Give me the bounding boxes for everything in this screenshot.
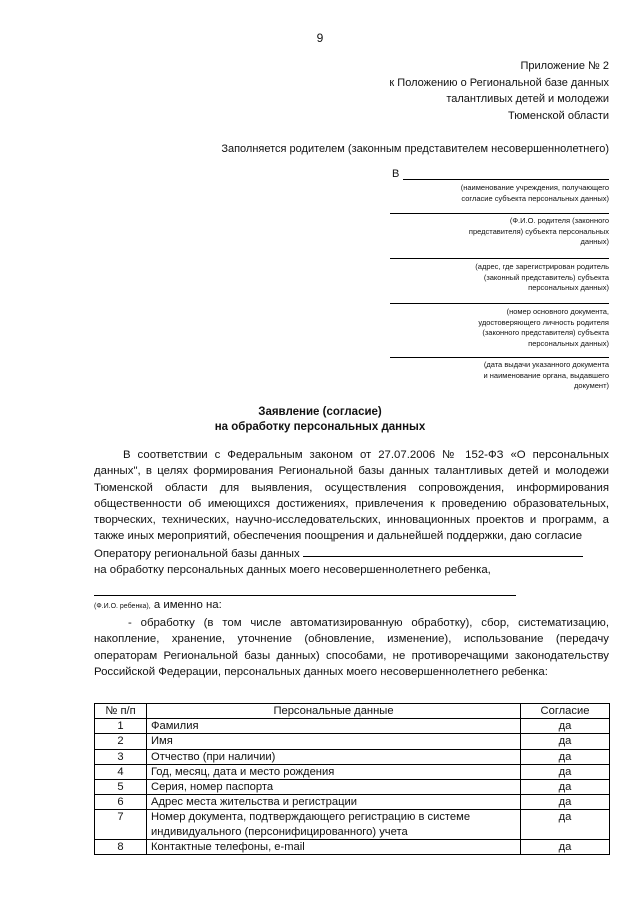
child-note-row — [94, 599, 222, 611]
table-header-row — [95, 704, 610, 719]
processing-paragraph-block — [94, 615, 609, 680]
annex-line: к Положению о Региональной базе данных — [389, 76, 609, 89]
operator-label: Оператору региональной базы данных — [94, 547, 300, 560]
child-name-field-line[interactable] — [94, 595, 516, 596]
row-item: Имя — [147, 734, 521, 749]
col-header-data: Персональные данные — [147, 704, 521, 719]
caption-line: документ) — [574, 381, 609, 390]
institution-caption — [429, 183, 609, 204]
caption-line: персональных данных) — [528, 283, 609, 292]
col-header-consent: Согласие — [521, 704, 610, 719]
row-item: Номер документа, подтверждающего регистрацию в системе индивидуального (персонифицированного) учета — [147, 810, 521, 839]
row-item: Контактные телефоны, e-mail — [147, 839, 521, 854]
title-line: на обработку персональных данных — [214, 421, 426, 433]
row-item: Адрес места жительства и регистрации — [147, 795, 521, 810]
document-field-line[interactable] — [390, 303, 609, 304]
table-row — [95, 719, 610, 734]
address-field-line[interactable] — [390, 258, 609, 259]
row-consent[interactable]: да — [521, 795, 610, 810]
caption-line: (адрес, где зарегистрирован родитель — [475, 262, 609, 271]
table-row — [95, 764, 610, 779]
body-paragraph: - обработку (в том числе автоматизированную обработку), сбор, систематизацию, накопление, хранение, уточнение (обновление, изменение), использование (передачу операторам Региональной базы данных) способами, не противоречащими законодательству Российской Федерации, персональных данных моего несовершеннолетнего ребенка: — [94, 617, 609, 678]
caption-line: и наименование органа, выдавшего — [483, 370, 609, 380]
v-prefix: В — [392, 168, 400, 180]
address-caption — [429, 262, 609, 294]
row-consent[interactable]: да — [521, 780, 610, 795]
personal-data-table — [94, 703, 610, 855]
table-row — [95, 780, 610, 795]
caption-line: (наименование учреждения, получающего — [460, 183, 609, 192]
operator-field-line[interactable] — [303, 545, 583, 557]
caption-line: удостоверяющего личность родителя — [478, 317, 609, 327]
row-consent[interactable]: да — [521, 764, 610, 779]
row-number: 4 — [95, 764, 147, 779]
table-row — [95, 734, 610, 749]
caption-line: данных) — [580, 237, 609, 246]
row-number: 1 — [95, 719, 147, 734]
row-item: Год, месяц, дата и место рождения — [147, 764, 521, 779]
annex-line: Приложение № 2 — [520, 60, 609, 72]
row-number: 3 — [95, 749, 147, 764]
caption-line: (Ф.И.О. родителя (законного — [509, 216, 609, 225]
table-row — [95, 810, 610, 839]
caption-line: согласие субъекта персональных данных) — [461, 193, 609, 203]
parent-name-field-line[interactable] — [390, 213, 609, 214]
issue-date-field-line[interactable] — [390, 357, 609, 358]
row-number: 7 — [95, 810, 147, 839]
caption-line: представителя) субъекта персональных — [468, 226, 609, 236]
table-row — [95, 839, 610, 854]
row-number: 6 — [95, 795, 147, 810]
parent-name-caption — [429, 216, 609, 248]
annex-line: талантливых детей и молодежи — [446, 93, 609, 105]
body-paragraph: на обработку персональных данных моего несовершеннолетнего ребенка, — [94, 564, 491, 577]
document-caption — [429, 307, 609, 349]
namely-text: а именно на: — [150, 599, 222, 611]
row-consent[interactable]: да — [521, 734, 610, 749]
row-consent[interactable]: да — [521, 749, 610, 764]
issue-date-caption — [429, 360, 609, 392]
annex-line: Тюменской области — [507, 109, 609, 122]
page-number: 9 — [316, 31, 324, 45]
row-item: Фамилия — [147, 719, 521, 734]
row-consent[interactable]: да — [521, 839, 610, 854]
row-consent[interactable]: да — [521, 719, 610, 734]
row-number: 8 — [95, 839, 147, 854]
caption-line: (дата выдачи указанного документа — [483, 360, 609, 369]
statement-title — [0, 405, 640, 435]
operator-line — [94, 545, 609, 562]
caption-line: (законного представителя) субъекта — [482, 328, 609, 337]
body-paragraph: В соответствии с Федеральным законом от 27.07.2006 № 152-ФЗ «О персональных данных", в целях формирования Региональной базы данных талантливых детей и молодежи Тюменской области для выявления, осуществления сопровождения, информирования общественности об имеющихся достижениях, привлечения к проведению образовательных, творческих, технических, научно-исследовательских, инновационных проектов и программ, а также иных мероприятий, обеспечения поощрения и дальнейшей поддержки, даю согласие — [94, 449, 609, 543]
table-row — [95, 749, 610, 764]
child-name-caption: (Ф.И.О. ребенка), — [94, 603, 151, 610]
caption-line: (номер основного документа, — [506, 307, 609, 316]
table-row — [95, 795, 610, 810]
row-item: Отчество (при наличии) — [147, 749, 521, 764]
col-header-number: № п/п — [95, 704, 147, 719]
caption-line: (законный представитель) субъекта — [483, 272, 609, 282]
caption-line: персональных данных) — [528, 338, 609, 348]
statement-body — [94, 447, 609, 578]
title-line: Заявление (согласие) — [258, 406, 382, 418]
annex-header — [249, 58, 609, 124]
row-consent[interactable]: да — [521, 810, 610, 839]
row-number: 2 — [95, 734, 147, 749]
filled-by-note: Заполняется родителем (законным представителем несовершеннолетнего) — [221, 143, 609, 155]
row-item: Серия, номер паспорта — [147, 780, 521, 795]
institution-field-line[interactable] — [403, 179, 609, 180]
row-number: 5 — [95, 780, 147, 795]
